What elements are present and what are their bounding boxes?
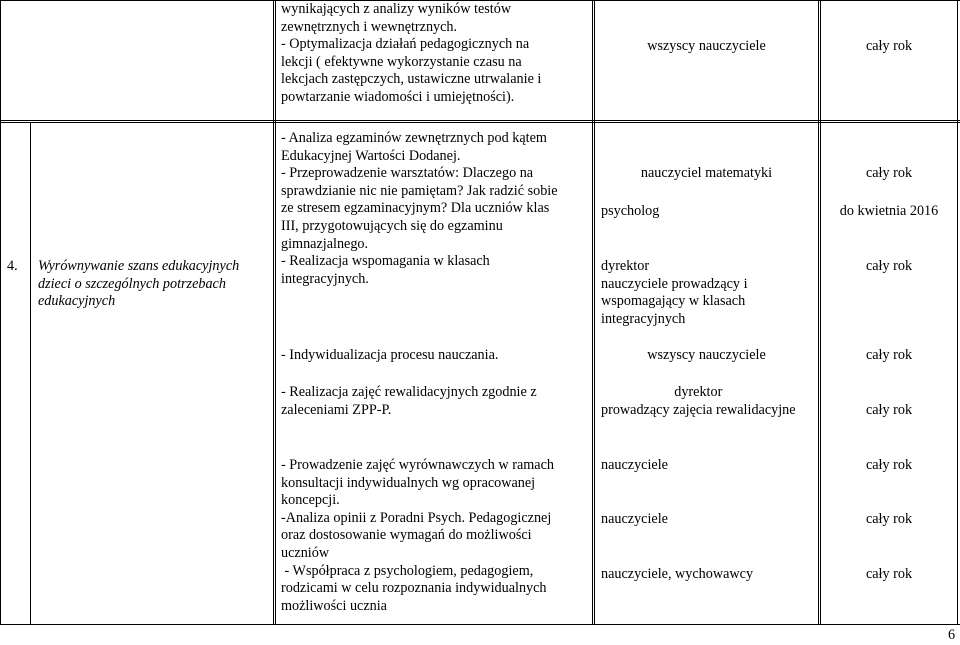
column-divider	[594, 0, 595, 625]
activity-line: możliwości ucznia	[281, 597, 387, 614]
activity-line: ze stresem egzaminacyjnym? Dla uczniów klas	[281, 200, 550, 217]
responsible-line: dyrektor	[674, 384, 723, 400]
task-line: dzieci o szczególnych potrzebach	[38, 275, 226, 292]
responsible-line: nauczyciele prowadzący i	[601, 275, 748, 292]
block-c-activity	[281, 457, 554, 615]
block-b-deadline-2: cały rok	[865, 402, 913, 418]
block-a-responsible-1: nauczyciel matematyki	[640, 165, 773, 181]
block-c-responsible-1: nauczyciele	[601, 457, 668, 473]
block-a-responsible-3	[601, 258, 748, 328]
block-c-deadline-3: cały rok	[865, 566, 913, 582]
responsible-line: integracyjnych	[601, 310, 686, 327]
responsible-line: dyrektor	[601, 258, 650, 274]
row-divider	[0, 120, 960, 121]
activity-line: rodzicami w celu rozpoznania indywidualnych	[281, 580, 547, 597]
block-a-responsible-2: psycholog	[601, 203, 660, 219]
responsible-line: prowadzący zajęcia rewalidacyjne	[601, 401, 796, 418]
block-c-deadline-2: cały rok	[865, 511, 913, 527]
row-number: 4.	[7, 258, 18, 274]
column-divider	[592, 0, 593, 625]
activity-line: - Analiza egzaminów zewnętrznych pod kątem	[281, 130, 547, 146]
activity-line: uczniów	[281, 544, 330, 561]
column-divider	[818, 0, 819, 625]
activity-line: oraz dostosowanie wymagań do możliwości	[281, 527, 532, 544]
block-b-responsible-2	[601, 384, 796, 419]
activity-line: integracyjnych.	[281, 270, 369, 287]
block-c-responsible-3: nauczyciele, wychowawcy	[601, 566, 754, 582]
activity-line: - Realizacja wspomagania w klasach	[281, 253, 490, 270]
task-line: Wyrównywanie szans edukacyjnych	[38, 258, 240, 274]
activity-line: - Prowadzenie zajęć wyrównawczych w ramach	[281, 457, 554, 473]
top-row-deadline: cały rok	[865, 38, 913, 54]
activity-line: - Realizacja zajęć rewalidacyjnych zgodnie z	[281, 384, 537, 400]
task-line: edukacyjnych	[38, 293, 116, 310]
block-b-activity-2	[281, 384, 537, 419]
column-divider	[273, 0, 274, 625]
column-divider	[275, 0, 276, 625]
block-a-activity	[281, 130, 558, 288]
table-left-border	[0, 0, 1, 625]
page-number: 6	[948, 627, 956, 643]
block-c-deadline-1: cały rok	[865, 457, 913, 473]
activity-line: - Przeprowadzenie warsztatów: Dlaczego na	[281, 165, 534, 182]
row-divider	[0, 122, 960, 123]
activity-line: III, przygotowujących się do egzaminu	[281, 217, 503, 234]
activity-line: konsultacji indywidualnych wg opracowanej	[281, 474, 536, 491]
activity-line: -Analiza opinii z Poradni Psych. Pedagogicznej	[281, 509, 552, 526]
activity-line: - Współpraca z psychologiem, pedagogiem,	[281, 562, 534, 579]
block-a-deadline-3: cały rok	[865, 258, 913, 274]
block-a-deadline-1: cały rok	[865, 165, 913, 181]
column-divider	[30, 122, 31, 624]
block-b-responsible-1: wszyscy nauczyciele	[647, 347, 766, 363]
top-row-activity	[281, 1, 541, 107]
responsible-line: wspomagający w klasach	[601, 293, 746, 310]
activity-line: gimnazjalnego.	[281, 235, 369, 252]
block-b-deadline-1: cały rok	[865, 347, 913, 363]
column-divider	[820, 0, 821, 625]
activity-line: sprawdzianie nic nie pamiętam? Jak radzić sobie	[281, 182, 558, 199]
activity-line: lekcji ( efektywne wykorzystanie czasu na	[281, 53, 522, 70]
activity-line: zaleceniami ZPP-P.	[281, 401, 392, 418]
block-b-activity-1: - Indywidualizacja procesu nauczania.	[281, 347, 499, 363]
task-title	[38, 258, 239, 311]
activity-line: powtarzanie wiadomości i umiejętności).	[281, 88, 515, 105]
block-c-responsible-2: nauczyciele	[601, 511, 668, 527]
activity-line: Edukacyjnej Wartości Dodanej.	[281, 147, 461, 164]
top-row-responsible: wszyscy nauczyciele	[647, 38, 766, 54]
activity-line: lekcjach zastępczych, ustawiczne utrwalanie i	[281, 71, 542, 88]
activity-line: zewnętrznych i wewnętrznych.	[281, 18, 458, 35]
table-right-border	[957, 0, 958, 625]
block-a-deadline-2: do kwietnia 2016	[839, 203, 939, 219]
activity-line: koncepcji.	[281, 492, 340, 509]
table-bottom-border	[0, 624, 960, 625]
activity-line: - Optymalizacja działań pedagogicznych na	[281, 36, 530, 53]
activity-line: wynikających z analizy wyników testów	[281, 1, 512, 17]
